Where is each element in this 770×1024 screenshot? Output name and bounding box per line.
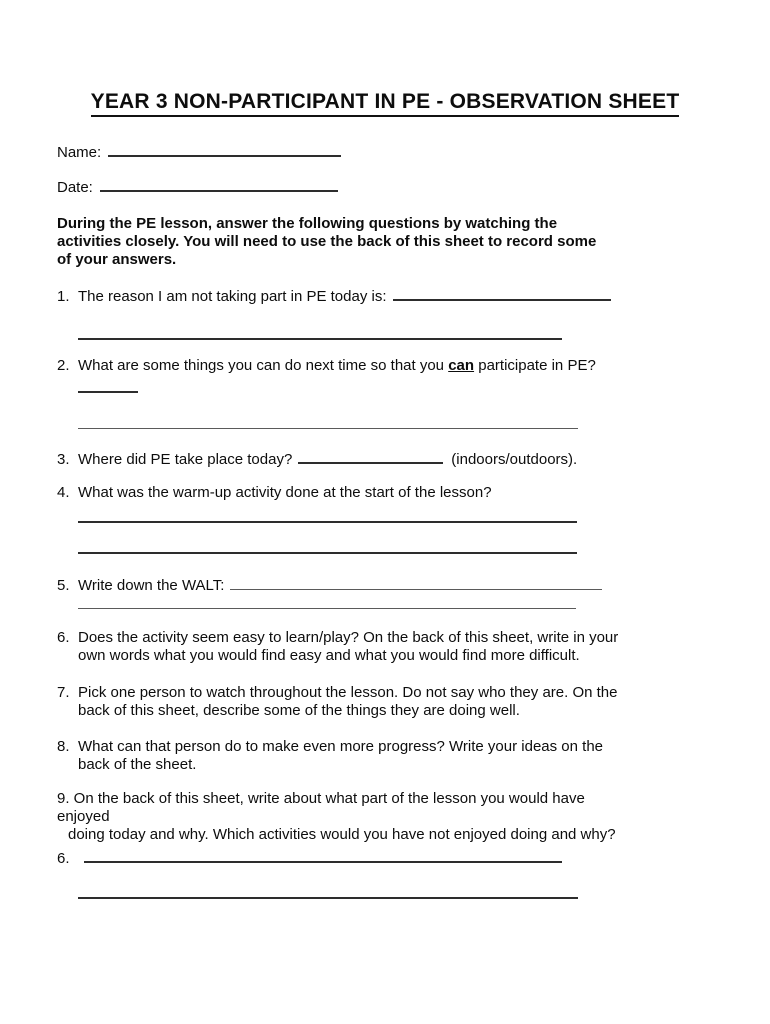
page-title: YEAR 3 NON-PARTICIPANT IN PE - OBSERVATION SHEET — [91, 90, 680, 117]
name-blank-line[interactable] — [108, 142, 341, 157]
date-field-row — [57, 177, 338, 197]
question-7-line-2: back of this sheet, describe some of the things they are doing well. — [78, 702, 520, 719]
intro-line-3: of your answers. — [57, 251, 177, 268]
question-9-line-2: enjoyed — [57, 808, 110, 825]
name-label: Name: — [57, 144, 102, 161]
question-3-number: 3. — [57, 451, 70, 468]
intro-paragraph — [57, 215, 596, 269]
question-2-text-after: participate in PE? — [474, 357, 596, 374]
question-7-number: 7. — [57, 684, 70, 701]
question-2-short-blank[interactable] — [78, 391, 138, 393]
question-2-number: 2. — [57, 357, 70, 374]
question-9 — [57, 790, 616, 844]
question-1-inline-blank[interactable] — [393, 286, 611, 301]
question-5-answer-line[interactable] — [78, 608, 576, 609]
final-answer-line[interactable] — [78, 897, 578, 899]
question-8-line-2: back of the sheet. — [78, 756, 197, 773]
question-2-answer-line[interactable] — [78, 428, 578, 429]
question-2-text-before: What are some things you can do next time so that you — [78, 357, 449, 374]
intro-line-2: activities closely. You will need to use the back of this sheet to record some — [57, 233, 597, 250]
question-6-line-2: own words what you would find easy and what you would find more difficult. — [78, 647, 580, 664]
date-blank-line[interactable] — [100, 177, 338, 192]
question-1-text: The reason I am not taking part in PE today is: — [78, 288, 387, 305]
question-1-number: 1. — [57, 288, 70, 305]
date-label: Date: — [57, 179, 93, 196]
question-6-line-1: Does the activity seem easy to learn/play? On the back of this sheet, write in your — [78, 629, 619, 646]
question-3-text-after: (indoors/outdoors). — [451, 451, 578, 468]
question-7 — [57, 684, 618, 720]
question-3-inline-blank[interactable] — [298, 449, 443, 464]
question-3-text-before: Where did PE take place today? — [78, 451, 293, 468]
question-4 — [57, 484, 492, 502]
question-9-line-1: 9. On the back of this sheet, write about what part of the lesson you would have — [57, 790, 585, 807]
question-5-text: Write down the WALT: — [78, 577, 225, 594]
question-6-number: 6. — [57, 629, 70, 646]
question-4-answer-line-2[interactable] — [78, 552, 577, 554]
question-8-number: 8. — [57, 738, 70, 755]
question-1-answer-line[interactable] — [78, 338, 562, 340]
name-field-row — [57, 142, 341, 162]
extra-item-number: 6. — [57, 850, 70, 867]
question-6 — [57, 629, 618, 665]
question-1 — [57, 286, 611, 306]
question-5-number: 5. — [57, 577, 70, 594]
extra-item-row — [57, 848, 562, 868]
question-4-answer-line-1[interactable] — [78, 521, 577, 523]
question-4-number: 4. — [57, 484, 70, 501]
question-2 — [57, 357, 596, 375]
page-title-wrap — [0, 90, 770, 117]
question-5-inline-blank[interactable] — [230, 576, 602, 590]
intro-line-1: During the PE lesson, answer the following questions by watching the — [57, 215, 558, 232]
question-9-line-3: doing today and why. Which activities would you have not enjoyed doing and why? — [68, 826, 616, 843]
question-4-text: What was the warm-up activity done at the start of the lesson? — [78, 484, 492, 501]
question-5 — [57, 576, 602, 595]
question-2-emphasis: can — [448, 357, 475, 374]
extra-item-blank-line[interactable] — [84, 848, 562, 863]
question-8 — [57, 738, 603, 774]
question-8-line-1: What can that person do to make even more progress? Write your ideas on the — [78, 738, 603, 755]
question-3 — [57, 449, 577, 469]
question-7-line-1: Pick one person to watch throughout the lesson. Do not say who they are. On the — [78, 684, 618, 701]
